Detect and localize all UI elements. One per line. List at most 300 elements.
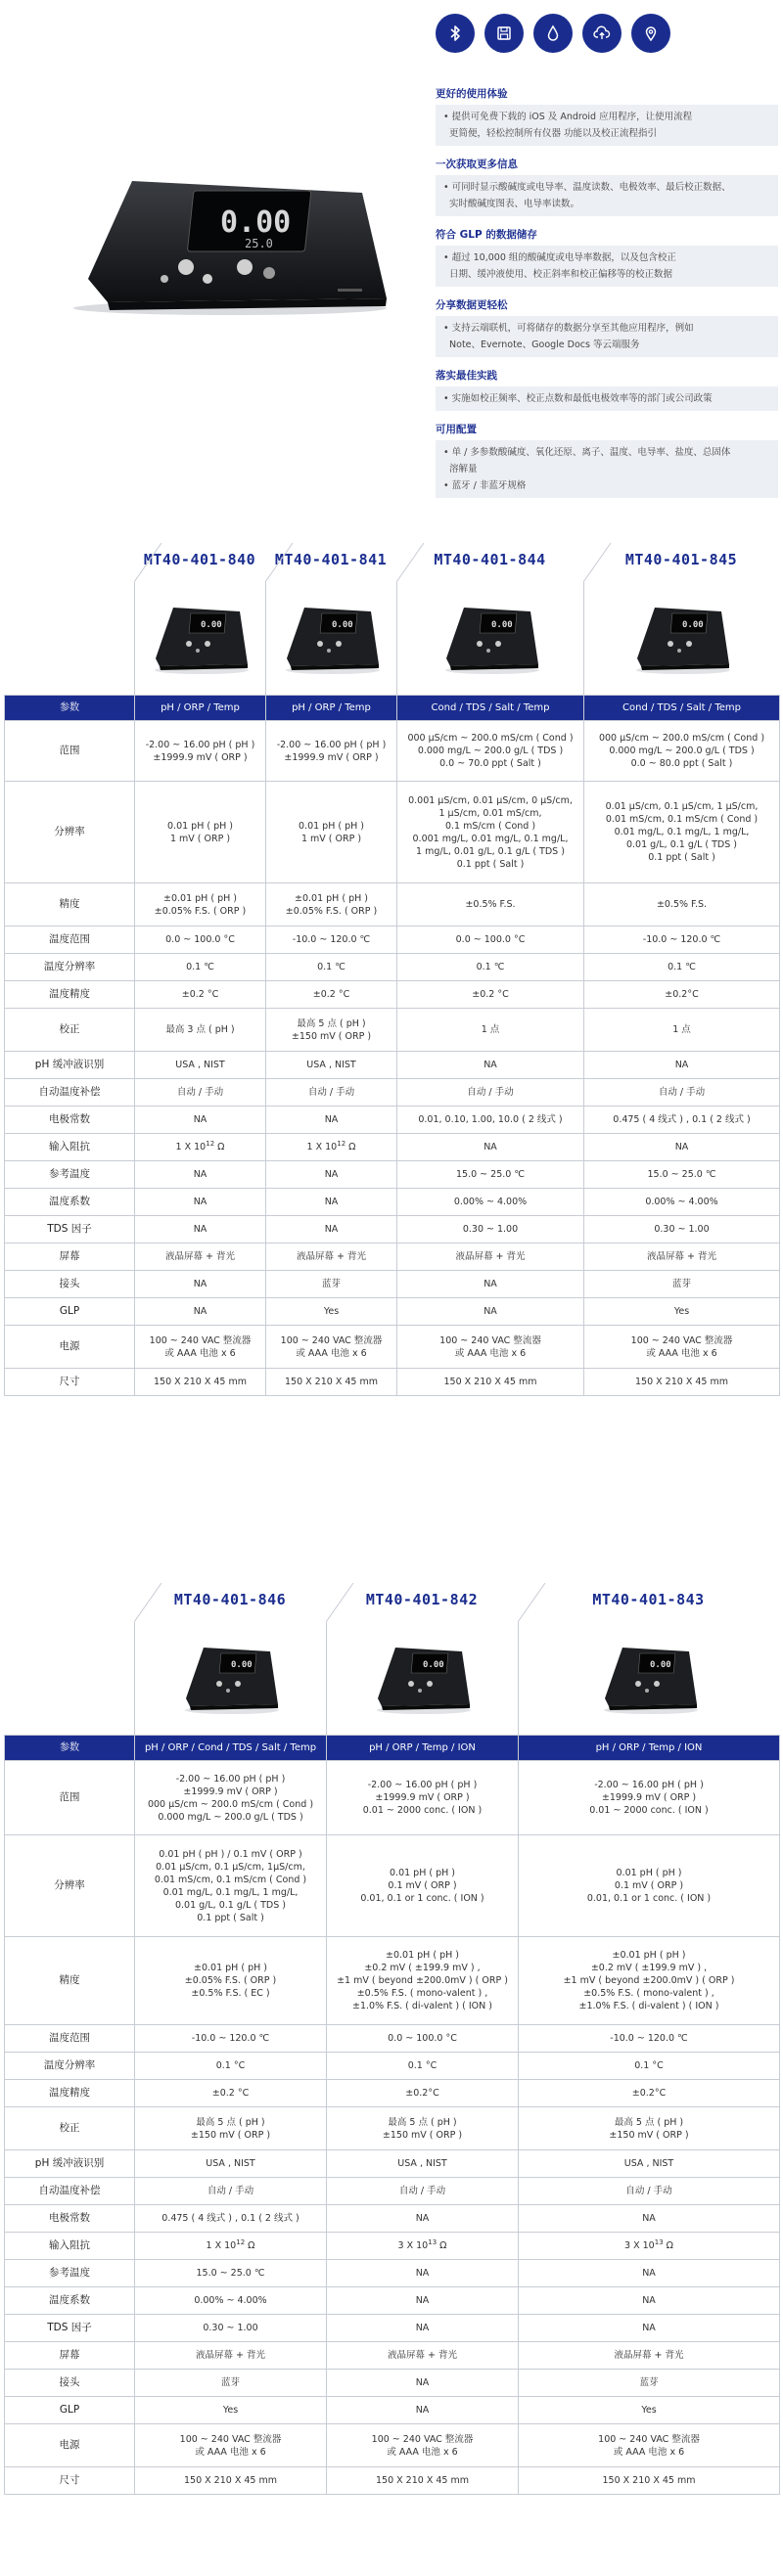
row-label: 屏幕 xyxy=(5,2342,135,2370)
feature-line: 日期、缓冲液使用、校正斜率和校正偏移等的校正数据 xyxy=(443,269,673,280)
cell-exponent: 13 xyxy=(654,2237,664,2246)
cell-line: 1 点 xyxy=(672,1024,691,1035)
cell-line: 液晶屏幕 + 背光 xyxy=(614,2350,684,2361)
table-cell xyxy=(266,1079,397,1107)
table-row xyxy=(5,954,780,981)
cell-text: 3 X 10 xyxy=(624,2240,655,2251)
feature-list xyxy=(436,86,778,509)
cell-line: Yes xyxy=(323,1306,340,1317)
location-pin-icon xyxy=(631,14,670,53)
table-cell xyxy=(327,1761,519,1835)
cell-line: 0.01 ~ 2000 conc. ( ION ) xyxy=(362,1805,483,1816)
table-cell xyxy=(266,1271,397,1298)
cell-line: 100 ~ 240 VAC 整流器 xyxy=(371,2433,474,2445)
cell-line: 0.01 pH ( pH ) xyxy=(616,1868,682,1878)
cell-line: ±1 mV ( beyond ±200.0mV ) ( ORP ) xyxy=(563,1975,735,1986)
product-overview xyxy=(0,0,783,519)
table-cell xyxy=(327,2315,519,2342)
table-header-row xyxy=(5,1736,780,1761)
table-cell xyxy=(135,1189,266,1216)
cell-line: ±0.2 mV ( ±199.9 mV ) , xyxy=(364,1963,481,1973)
row-label: 温度精度 xyxy=(5,981,135,1009)
cell-line: 0.475 ( 4 线式 ) , 0.1 ( 2 线式 ) xyxy=(161,2213,299,2224)
row-label: 输入阻抗 xyxy=(5,1134,135,1161)
cell-line: 0.0 ~ 100.0 °C xyxy=(388,2033,457,2044)
cell-line: NA xyxy=(674,1060,689,1070)
cell-line: 自动 / 手动 xyxy=(467,1087,514,1098)
table-cell xyxy=(519,2080,780,2107)
row-label: 屏幕 xyxy=(5,1243,135,1271)
cell-line: 0.01 g/L, 0.1 g/L ( TDS ) xyxy=(625,839,737,850)
table-cell xyxy=(519,1937,780,2025)
table-cell xyxy=(519,2467,780,2495)
table-cell xyxy=(327,2053,519,2080)
model-header-row xyxy=(4,1583,779,1735)
cell-line: 0.01 mS/cm, 0.1 mS/cm ( Cond ) xyxy=(154,1874,307,1885)
cell-line: 自动 / 手动 xyxy=(398,2186,446,2196)
cell-line: ±0.2°C xyxy=(631,2088,667,2099)
cell-line: 0.01, 0.1 or 1 conc. ( ION ) xyxy=(360,1893,484,1904)
cell-line: 或 AAA 电池 x 6 xyxy=(195,2446,266,2458)
column-divider xyxy=(134,582,135,695)
cell-line xyxy=(270,1141,392,1153)
feature-text xyxy=(436,175,778,216)
cell-line: 0.000 mg/L ~ 200.0 g/L ( TDS ) xyxy=(158,1811,303,1823)
cell-line: NA xyxy=(415,2295,430,2306)
table-cell xyxy=(135,2260,327,2287)
table-cell xyxy=(327,1937,519,2025)
row-label: 温度精度 xyxy=(5,2080,135,2107)
table-cell xyxy=(266,883,397,926)
cell-line: -2.00 ~ 16.00 pH ( pH ) xyxy=(175,1773,286,1785)
table-cell xyxy=(584,782,780,883)
table-cell xyxy=(397,1216,584,1243)
model-column-header xyxy=(583,543,779,695)
svg-text:0.00: 0.00 xyxy=(682,620,704,630)
row-label: pH 缓冲液识别 xyxy=(5,1052,135,1079)
cell-line: 0.1 mV ( ORP ) xyxy=(388,1880,457,1891)
cell-line: ±150 mV ( ORP ) xyxy=(190,2129,271,2141)
model-meter-image xyxy=(277,590,385,678)
cell-line: 液晶屏幕 + 背光 xyxy=(647,1251,716,1262)
cell-line: 自动 / 手动 xyxy=(207,2186,254,2196)
table-cell xyxy=(266,981,397,1009)
cell-line: 0.1 ℃ xyxy=(476,962,505,972)
table-cell xyxy=(519,2370,780,2397)
cell-line: 0.001 mg/L, 0.01 mg/L, 0.1 mg/L, xyxy=(412,833,569,844)
cell-line: 150 X 210 X 45 mm xyxy=(154,1377,247,1387)
cell-line: 蓝芽 xyxy=(220,2377,240,2388)
table-row xyxy=(5,1107,780,1134)
table-cell xyxy=(397,1161,584,1189)
table-cell xyxy=(135,2025,327,2053)
cell-line: 150 X 210 X 45 mm xyxy=(184,2475,277,2486)
cell-line: 0.01 μS/cm, 0.1 μS/cm, 1μS/cm, xyxy=(156,1861,305,1873)
cell-line: 或 AAA 电池 x 6 xyxy=(296,1347,367,1359)
table-cell xyxy=(135,2205,327,2233)
column-divider-slant xyxy=(134,1583,163,1622)
cell-line: NA xyxy=(193,1224,207,1235)
model-name: MT40-401-841 xyxy=(274,551,388,568)
cell-line: ±0.01 pH ( pH ) xyxy=(295,892,368,904)
cell-line: NA xyxy=(674,1142,689,1152)
cell-line: 150 X 210 X 45 mm xyxy=(285,1377,378,1387)
cell-line: 000 μS/cm ~ 200.0 mS/cm ( Cond ) xyxy=(407,733,574,744)
table-cell xyxy=(397,1189,584,1216)
table-cell xyxy=(327,2107,519,2150)
cell-text: 1 X 10 xyxy=(175,1142,207,1152)
cell-line: 0.00% ~ 4.00% xyxy=(194,2295,267,2306)
cell-line: 0.01 μS/cm, 0.1 μS/cm, 1 μS/cm, xyxy=(605,801,759,812)
cell-line: 0.00% ~ 4.00% xyxy=(645,1197,718,1207)
cell-line: ±0.2 mV ( ±199.9 mV ) , xyxy=(590,1963,708,1973)
row-label: 范围 xyxy=(5,721,135,782)
cell-line: 自动 / 手动 xyxy=(658,1087,706,1098)
cell-line: 0.30 ~ 1.00 xyxy=(654,1224,710,1235)
cell-line: Yes xyxy=(641,2405,657,2416)
cell-line: 液晶屏幕 + 背光 xyxy=(165,1251,235,1262)
model-meter-image xyxy=(176,1630,284,1718)
table-cell xyxy=(135,2315,327,2342)
table-row xyxy=(5,2342,780,2370)
cell-line: 蓝芽 xyxy=(639,2377,659,2388)
table-cell xyxy=(397,954,584,981)
feature-line: Note、Evernote、Google Docs 等云端服务 xyxy=(443,339,640,350)
cell-line: 0.01 pH ( pH ) xyxy=(167,820,233,832)
row-label: 尺寸 xyxy=(5,2467,135,2495)
cell-line: -2.00 ~ 16.00 pH ( pH ) xyxy=(276,739,387,750)
table-cell xyxy=(135,2287,327,2315)
table-cell xyxy=(519,2150,780,2178)
cell-line: 0.01 mg/L, 0.1 mg/L, 1 mg/L, xyxy=(162,1886,299,1898)
table-cell xyxy=(266,1298,397,1326)
model-name: MT40-401-843 xyxy=(592,1591,705,1608)
table-cell xyxy=(266,1326,397,1369)
row-label: pH 缓冲液识别 xyxy=(5,2150,135,2178)
table-row xyxy=(5,1134,780,1161)
cell-line: 0.0 ~ 70.0 ppt ( Salt ) xyxy=(439,758,541,769)
feature-block xyxy=(436,297,778,357)
row-label: 输入阻抗 xyxy=(5,2233,135,2260)
table-cell xyxy=(135,954,266,981)
column-divider xyxy=(583,582,584,695)
table-cell xyxy=(266,1189,397,1216)
cell-line: 15.0 ~ 25.0 ℃ xyxy=(647,1169,716,1180)
row-label: 温度分辨率 xyxy=(5,954,135,981)
cell-line: ±1999.9 mV ( ORP ) xyxy=(375,1792,470,1803)
table-row xyxy=(5,1052,780,1079)
model-name: MT40-401-845 xyxy=(624,551,738,568)
table-cell xyxy=(327,2233,519,2260)
cell-line: ±0.5% F.S. xyxy=(656,899,708,910)
cell-line: 000 μS/cm ~ 200.0 mS/cm ( Cond ) xyxy=(147,1798,314,1810)
table-cell xyxy=(266,721,397,782)
cell-text: Ω xyxy=(437,2240,447,2251)
table-row xyxy=(5,2370,780,2397)
feature-title: 更好的使用体验 xyxy=(436,88,508,100)
cell-line: 0.0 ~ 80.0 ppt ( Salt ) xyxy=(630,758,733,769)
table-row xyxy=(5,1835,780,1937)
save-icon xyxy=(484,14,524,53)
row-label: 校正 xyxy=(5,1009,135,1052)
feature-text xyxy=(436,386,778,411)
cell-line: 自动 / 手动 xyxy=(176,1087,224,1098)
table-cell xyxy=(397,1369,584,1396)
column-divider xyxy=(518,1622,519,1735)
cloud-upload-icon xyxy=(582,14,622,53)
table-row xyxy=(5,2424,780,2467)
cell-line: NA xyxy=(642,2213,656,2224)
table-cell xyxy=(397,1134,584,1161)
header-cell: pH / ORP / Temp / ION xyxy=(327,1736,519,1761)
row-label: 电极常数 xyxy=(5,1107,135,1134)
cell-exponent: 12 xyxy=(236,2237,246,2246)
table-cell xyxy=(266,954,397,981)
model-meter-image xyxy=(437,590,544,678)
cell-line: NA xyxy=(324,1114,339,1125)
table-cell xyxy=(584,1369,780,1396)
table-cell xyxy=(584,1271,780,1298)
row-label: 校正 xyxy=(5,2107,135,2150)
cell-line: ±0.5% F.S. xyxy=(465,899,516,910)
cell-line: ±0.01 pH ( pH ) xyxy=(194,1963,267,1973)
cell-line: ±0.05% F.S. ( ORP ) xyxy=(184,1975,277,1986)
row-label: 分辨率 xyxy=(5,782,135,883)
model-name: MT40-401-840 xyxy=(143,551,256,568)
row-label: 参考温度 xyxy=(5,1161,135,1189)
feature-title: 一次获取更多信息 xyxy=(436,158,518,170)
cell-line: 0.30 ~ 1.00 xyxy=(203,2323,258,2333)
cell-line: 1 μS/cm, 0.01 mS/cm, xyxy=(438,807,542,819)
cell-line: 0.1 ℃ xyxy=(668,962,696,972)
cell-line: 0.01 mg/L, 0.1 mg/L, 1 mg/L, xyxy=(614,827,750,837)
table-cell xyxy=(135,1271,266,1298)
table-cell xyxy=(327,2287,519,2315)
row-label: 参考温度 xyxy=(5,2260,135,2287)
row-label: GLP xyxy=(5,1298,135,1326)
cell-line: 蓝芽 xyxy=(671,1279,691,1289)
cell-line: USA , NIST xyxy=(175,1060,225,1070)
column-divider-slant xyxy=(326,1583,355,1622)
feature-title: 符合 GLP 的数据储存 xyxy=(436,229,537,241)
table-header-row xyxy=(5,696,780,721)
cell-line: 0.000 mg/L ~ 200.0 g/L ( TDS ) xyxy=(417,746,564,756)
table-cell xyxy=(519,1761,780,1835)
table-row xyxy=(5,2150,780,2178)
table-cell xyxy=(519,2053,780,2080)
svg-text:0.00: 0.00 xyxy=(231,1660,253,1670)
model-name: MT40-401-846 xyxy=(173,1591,287,1608)
table-row xyxy=(5,1298,780,1326)
cell-line: NA xyxy=(484,1279,497,1289)
cell-line: NA xyxy=(193,1197,207,1207)
table-row xyxy=(5,2025,780,2053)
table-cell xyxy=(135,2342,327,2370)
table-row xyxy=(5,1216,780,1243)
header-cell: pH / ORP / Temp / ION xyxy=(519,1736,780,1761)
bluetooth-icon xyxy=(436,14,475,53)
model-meter-image xyxy=(146,590,253,678)
table-row xyxy=(5,2178,780,2205)
table-cell xyxy=(135,2053,327,2080)
cell-line: ±1999.9 mV ( ORP ) xyxy=(153,751,248,763)
cell-line: 液晶屏幕 + 背光 xyxy=(297,1251,366,1262)
benchtop-meter-image xyxy=(49,171,401,318)
table-cell xyxy=(135,2233,327,2260)
header-cell: pH / ORP / Temp xyxy=(266,696,397,721)
cell-exponent: 12 xyxy=(206,1139,215,1148)
cell-line: 0.01, 0.10, 1.00, 10.0 ( 2 线式 ) xyxy=(418,1114,563,1125)
table-cell xyxy=(397,1009,584,1052)
row-label: 温度范围 xyxy=(5,2025,135,2053)
table-cell xyxy=(327,2080,519,2107)
table-cell xyxy=(135,1216,266,1243)
cell-line: 最高 5 点 ( pH ) xyxy=(614,2116,684,2128)
feature-line: 更简便，轻松控制所有仪器 功能以及校正流程指引 xyxy=(443,128,658,139)
table-cell xyxy=(266,1369,397,1396)
table-cell xyxy=(397,926,584,954)
model-meter-image xyxy=(595,1630,703,1718)
table-row xyxy=(5,981,780,1009)
table-cell xyxy=(397,721,584,782)
table-cell xyxy=(584,1298,780,1326)
cell-line: 000 μS/cm ~ 200.0 mS/cm ( Cond ) xyxy=(598,733,765,744)
column-divider xyxy=(396,582,397,695)
table-row xyxy=(5,883,780,926)
cell-line: 100 ~ 240 VAC 整流器 xyxy=(630,1334,733,1346)
table-cell xyxy=(519,2025,780,2053)
table-row xyxy=(5,2107,780,2150)
table-cell xyxy=(397,1243,584,1271)
column-divider-slant xyxy=(134,543,163,582)
table-cell xyxy=(327,2467,519,2495)
cell-line: -10.0 ~ 120.0 ℃ xyxy=(191,2033,270,2044)
svg-text:25.0: 25.0 xyxy=(245,237,273,250)
cell-line: 1 mg/L, 0.01 g/L, 0.1 g/L ( TDS ) xyxy=(416,845,565,857)
table-cell xyxy=(327,1835,519,1937)
cell-line: 0.01, 0.1 or 1 conc. ( ION ) xyxy=(586,1893,712,1904)
table-row xyxy=(5,1009,780,1052)
cell-line: 0.1 mS/cm ( Cond ) xyxy=(444,820,536,832)
row-label: 温度分辨率 xyxy=(5,2053,135,2080)
table-cell xyxy=(519,2287,780,2315)
table-cell xyxy=(519,2342,780,2370)
table-cell xyxy=(327,2397,519,2424)
cell-line xyxy=(523,2239,775,2252)
feature-block xyxy=(436,86,778,146)
column-divider-slant xyxy=(396,543,426,582)
table-cell xyxy=(135,721,266,782)
cell-line: NA xyxy=(415,2377,430,2388)
svg-text:0.00: 0.00 xyxy=(423,1660,444,1670)
feature-text xyxy=(436,440,778,498)
table-cell xyxy=(266,1009,397,1052)
cell-text: 3 X 10 xyxy=(397,2240,429,2251)
cell-line: ±0.5% F.S. ( EC ) xyxy=(191,1988,270,1999)
feature-block xyxy=(436,422,778,498)
cell-line: USA , NIST xyxy=(623,2158,674,2169)
cell-line: 或 AAA 电池 x 6 xyxy=(613,2446,685,2458)
table-cell xyxy=(584,1079,780,1107)
column-divider xyxy=(265,582,266,695)
cell-line: NA xyxy=(484,1142,497,1152)
cell-line: 0.01 g/L, 0.1 g/L ( TDS ) xyxy=(174,1899,286,1911)
table-cell xyxy=(519,2107,780,2150)
table-cell xyxy=(327,2025,519,2053)
model-meter-image xyxy=(627,590,735,678)
cell-line: 0.0 ~ 100.0 °C xyxy=(165,934,235,945)
column-divider-slant xyxy=(265,543,295,582)
cell-line: ±0.5% F.S. ( mono-valent ) , xyxy=(356,1988,488,1999)
cell-text: Ω xyxy=(663,2240,673,2251)
table-cell xyxy=(266,1243,397,1271)
cell-line: ±1.0% F.S. ( di-valent ) ( ION ) xyxy=(352,2001,492,2011)
row-label: 电源 xyxy=(5,1326,135,1369)
cell-text: 1 X 10 xyxy=(206,2240,237,2251)
cell-line xyxy=(331,2239,514,2252)
table-cell xyxy=(266,1052,397,1079)
cell-line: 0.1 ppt ( Salt ) xyxy=(197,1912,264,1923)
cell-line: ±0.01 pH ( pH ) xyxy=(386,1950,459,1961)
table-cell xyxy=(135,1369,266,1396)
feature-line: • 实施如校正频率、校正点数和最低电极效率等的部门或公司政策 xyxy=(443,393,713,404)
row-label: 温度系数 xyxy=(5,2287,135,2315)
table-cell xyxy=(327,2424,519,2467)
cell-line: NA xyxy=(193,1114,207,1125)
cell-text: 1 X 10 xyxy=(306,1142,338,1152)
table-cell xyxy=(584,954,780,981)
table-cell xyxy=(135,981,266,1009)
table-cell xyxy=(397,1271,584,1298)
feature-title: 分享数据更轻松 xyxy=(436,299,508,311)
feature-text xyxy=(436,105,778,146)
cell-line: 1 mV ( ORP ) xyxy=(300,833,362,844)
cell-line: 150 X 210 X 45 mm xyxy=(376,2475,469,2486)
table-cell xyxy=(584,1009,780,1052)
column-divider xyxy=(326,1622,327,1735)
row-label: 电源 xyxy=(5,2424,135,2467)
cell-line: ±150 mV ( ORP ) xyxy=(609,2129,689,2141)
cell-exponent: 12 xyxy=(337,1139,346,1148)
table-cell xyxy=(135,2467,327,2495)
cell-line: ±0.05% F.S. ( ORP ) xyxy=(154,905,247,917)
cell-line: 1 mV ( ORP ) xyxy=(169,833,231,844)
table-cell xyxy=(519,2260,780,2287)
spec-table xyxy=(4,695,780,1396)
row-label: TDS 因子 xyxy=(5,1216,135,1243)
table-cell xyxy=(397,782,584,883)
row-label: 电极常数 xyxy=(5,2205,135,2233)
header-cell: Cond / TDS / Salt / Temp xyxy=(397,696,584,721)
table-cell xyxy=(135,1134,266,1161)
cell-text: Ω xyxy=(245,2240,255,2251)
table-cell xyxy=(135,883,266,926)
table-row xyxy=(5,1761,780,1835)
header-cell-param: 参数 xyxy=(5,696,135,721)
model-name: MT40-401-842 xyxy=(365,1591,479,1608)
cell-line: 0.1 ℃ xyxy=(317,962,345,972)
cell-line: 100 ~ 240 VAC 整流器 xyxy=(598,2433,700,2445)
feature-line: • 蓝牙 / 非蓝牙规格 xyxy=(443,480,527,491)
cell-line: USA , NIST xyxy=(397,2158,447,2169)
cell-line: 0.0 ~ 100.0 °C xyxy=(455,934,526,945)
column-divider xyxy=(134,1622,135,1735)
cell-line: NA xyxy=(415,2405,430,2416)
cell-line: 最高 3 点 ( pH ) xyxy=(165,1024,235,1035)
table-cell xyxy=(519,2315,780,2342)
cell-line: 或 AAA 电池 x 6 xyxy=(387,2446,458,2458)
table-row xyxy=(5,721,780,782)
